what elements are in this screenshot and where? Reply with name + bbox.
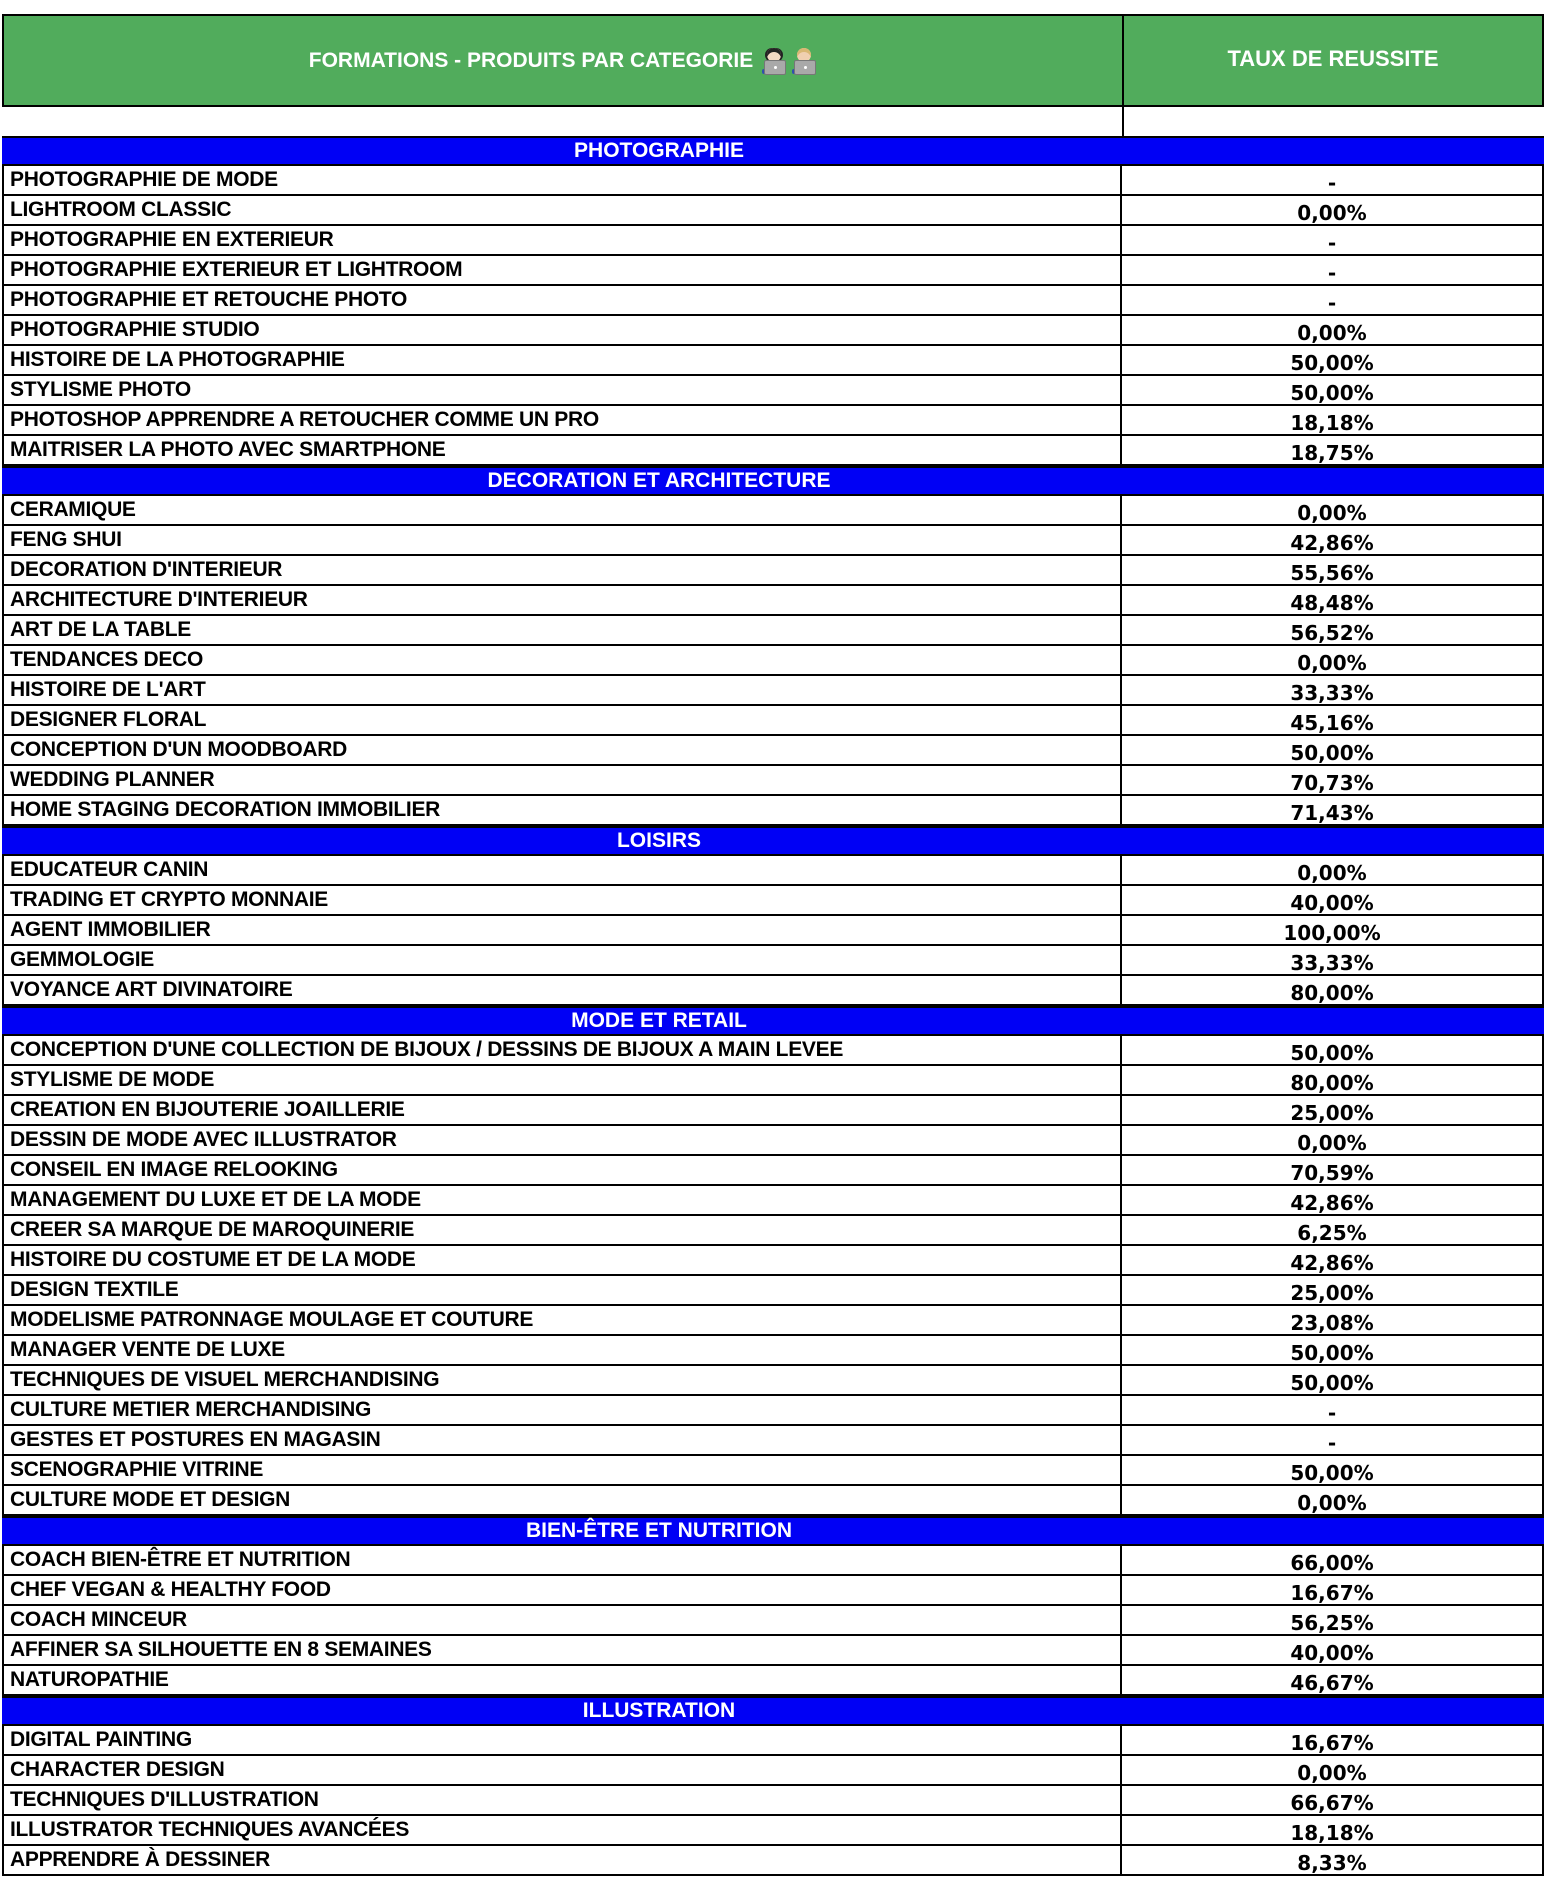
table-row [2,1396,1544,1426]
formation-name-cell[interactable]: FENG SHUI [4,526,1122,554]
table-row [2,766,1544,796]
formation-name-cell[interactable]: CERAMIQUE [4,496,1122,524]
header-cell-taux[interactable] [1124,16,1542,105]
success-rate-cell[interactable]: 18,18% [1290,1821,1374,1845]
formation-name-cell[interactable]: LIGHTROOM CLASSIC [4,196,1122,224]
success-rate-cell[interactable]: 50,00% [1290,351,1374,375]
formation-name-cell[interactable]: EDUCATEUR CANIN [4,856,1122,884]
formation-name-cell[interactable]: DESIGN TEXTILE [4,1276,1122,1304]
formation-name-cell[interactable]: CONCEPTION D'UN MOODBOARD [4,736,1122,764]
formation-name-cell[interactable]: AGENT IMMOBILIER [4,916,1122,944]
table-row [2,1576,1544,1606]
formation-name-cell[interactable]: DIGITAL PAINTING [4,1726,1122,1754]
success-rate-cell[interactable]: 50,00% [1290,1341,1374,1365]
formation-name-cell[interactable]: ARCHITECTURE D'INTERIEUR [4,586,1122,614]
success-rate-cell[interactable]: 25,00% [1290,1101,1374,1125]
woman-technologist-icon [761,47,787,75]
table-row [2,1276,1544,1306]
success-rate-cell[interactable]: 0,00% [1297,861,1367,885]
table-row [2,1126,1544,1156]
success-rate-cell[interactable]: 0,00% [1297,201,1367,225]
success-rate-cell[interactable]: 18,18% [1290,411,1374,435]
success-rate-cell[interactable]: 50,00% [1290,1461,1374,1485]
spreadsheet-table [2,14,1544,1876]
table-row [2,886,1544,916]
header-cell-formations[interactable] [4,16,1124,105]
success-rate-cell[interactable]: 42,86% [1290,1251,1374,1275]
success-rate-cell[interactable]: 18,75% [1290,441,1374,465]
formation-name-cell[interactable]: CONSEIL EN IMAGE RELOOKING [4,1156,1122,1184]
success-rate-cell[interactable]: 56,25% [1290,1611,1374,1635]
table-row [2,406,1544,436]
formation-name-cell[interactable]: MANAGEMENT DU LUXE ET DE LA MODE [4,1186,1122,1214]
table-row [2,1186,1544,1216]
table-row [2,1306,1544,1336]
table-row [2,1636,1544,1666]
formation-name-cell[interactable]: TRADING ET CRYPTO MONNAIE [4,886,1122,914]
formation-name-cell[interactable]: CULTURE MODE ET DESIGN [4,1486,1122,1514]
category-header[interactable]: MODE ET RETAIL [2,1006,1544,1036]
success-rate-cell[interactable]: 80,00% [1290,981,1374,1005]
success-rate-cell[interactable]: 0,00% [1297,1761,1367,1785]
table-row [2,436,1544,466]
table-row [2,676,1544,706]
table-row [2,286,1544,316]
table-header-row [2,14,1544,107]
success-rate-cell[interactable]: 56,52% [1290,621,1374,645]
formation-name-cell[interactable]: HISTOIRE DE LA PHOTOGRAPHIE [4,346,1122,374]
formation-name-cell[interactable]: CHARACTER DESIGN [4,1756,1122,1784]
table-row [2,496,1544,526]
success-rate-cell[interactable]: 42,86% [1290,1191,1374,1215]
success-rate-cell[interactable]: 42,86% [1290,531,1374,555]
table-row [2,946,1544,976]
success-rate-cell[interactable]: 33,33% [1290,951,1374,975]
table-row [2,1036,1544,1066]
man-technologist-icon [791,47,817,75]
success-rate-cell[interactable]: 70,59% [1290,1161,1374,1185]
table-row [2,256,1544,286]
success-rate-cell[interactable]: 71,43% [1290,801,1374,825]
success-rate-cell[interactable]: 100,00% [1283,921,1381,945]
empty-cell[interactable] [2,107,1122,136]
success-rate-cell[interactable]: 46,67% [1290,1671,1374,1695]
category-header[interactable]: ILLUSTRATION [2,1696,1544,1726]
success-rate-cell[interactable]: 70,73% [1290,771,1374,795]
table-row [2,346,1544,376]
success-rate-cell[interactable]: 66,00% [1290,1551,1374,1575]
success-rate-cell[interactable]: 0,00% [1297,321,1367,345]
formation-name-cell[interactable]: ILLUSTRATOR TECHNIQUES AVANCÉES [4,1816,1122,1844]
success-rate-cell[interactable]: 8,33% [1297,1851,1367,1875]
formation-name-cell[interactable]: CONCEPTION D'UNE COLLECTION DE BIJOUX / DESSINS DE BIJOUX A MAIN LEVEE [4,1036,1122,1064]
table-row [2,1846,1544,1876]
formation-name-cell[interactable]: DECORATION D'INTERIEUR [4,556,1122,584]
success-rate-cell[interactable]: 40,00% [1290,891,1374,915]
table-row [2,736,1544,766]
formation-name-cell[interactable]: CREATION EN BIJOUTERIE JOAILLERIE [4,1096,1122,1124]
table-row [2,1246,1544,1276]
table-body [2,136,1544,1876]
formation-name-cell[interactable]: PHOTOGRAPHIE EN EXTERIEUR [4,226,1122,254]
success-rate-cell[interactable]: 0,00% [1297,1131,1367,1155]
table-row [2,856,1544,886]
success-rate-cell[interactable]: - [1327,291,1337,315]
table-row [2,1156,1544,1186]
success-rate-cell[interactable]: - [1327,261,1337,285]
formation-name-cell[interactable]: NATUROPATHIE [4,1666,1122,1694]
success-rate-cell[interactable]: 0,00% [1297,1491,1367,1515]
empty-row [2,107,1544,136]
table-row [2,526,1544,556]
formation-name-cell[interactable]: CREER SA MARQUE DE MAROQUINERIE [4,1216,1122,1244]
success-rate-cell[interactable]: 33,33% [1290,681,1374,705]
formation-name-cell[interactable]: ART DE LA TABLE [4,616,1122,644]
success-rate-cell[interactable]: 55,56% [1290,561,1374,585]
formation-name-cell[interactable]: HISTOIRE DU COSTUME ET DE LA MODE [4,1246,1122,1274]
formation-name-cell[interactable]: APPRENDRE À DESSINER [4,1846,1122,1874]
success-rate-cell[interactable]: 45,16% [1290,711,1374,735]
table-row [2,556,1544,586]
table-row [2,586,1544,616]
formation-name-cell[interactable]: CHEF VEGAN & HEALTHY FOOD [4,1576,1122,1604]
table-row [2,976,1544,1006]
table-row [2,1096,1544,1126]
success-rate-cell[interactable]: 23,08% [1290,1311,1374,1335]
formation-name-cell[interactable]: HISTOIRE DE L'ART [4,676,1122,704]
table-row [2,1426,1544,1456]
formation-name-cell[interactable]: DESSIN DE MODE AVEC ILLUSTRATOR [4,1126,1122,1154]
formation-name-cell[interactable]: PHOTOGRAPHIE STUDIO [4,316,1122,344]
formation-name-cell[interactable]: PHOTOGRAPHIE DE MODE [4,166,1122,194]
table-row [2,166,1544,196]
formation-name-cell[interactable]: AFFINER SA SILHOUETTE EN 8 SEMAINES [4,1636,1122,1664]
table-row [2,796,1544,826]
formation-name-cell[interactable]: TENDANCES DECO [4,646,1122,674]
formation-name-cell[interactable]: MODELISME PATRONNAGE MOULAGE ET COUTURE [4,1306,1122,1334]
table-row [2,226,1544,256]
success-rate-cell[interactable]: 66,67% [1290,1791,1374,1815]
success-rate-cell[interactable]: - [1327,231,1337,255]
formation-name-cell[interactable]: CULTURE METIER MERCHANDISING [4,1396,1122,1424]
success-rate-cell[interactable]: 25,00% [1290,1281,1374,1305]
success-rate-cell[interactable]: 50,00% [1290,1041,1374,1065]
success-rate-cell[interactable]: 80,00% [1290,1071,1374,1095]
success-rate-cell[interactable]: 16,67% [1290,1581,1374,1605]
table-row [2,1666,1544,1696]
technologist-emojis [761,47,817,75]
table-row [2,1786,1544,1816]
formation-name-cell[interactable]: PHOTOGRAPHIE ET RETOUCHE PHOTO [4,286,1122,314]
formation-name-cell[interactable]: PHOTOSHOP APPRENDRE A RETOUCHER COMME UN PRO [4,406,1122,434]
success-rate-cell[interactable]: 50,00% [1290,381,1374,405]
success-rate-cell[interactable]: 48,48% [1290,591,1374,615]
table-row [2,646,1544,676]
table-row [2,1486,1544,1516]
category-header[interactable]: DECORATION ET ARCHITECTURE [2,466,1544,496]
success-rate-cell[interactable]: 16,67% [1290,1731,1374,1755]
formation-name-cell[interactable]: GESTES ET POSTURES EN MAGASIN [4,1426,1122,1454]
header-rate-label: TAUX DE REUSSITE [1227,45,1439,71]
success-rate-cell[interactable]: 6,25% [1297,1221,1367,1245]
formation-name-cell[interactable]: HOME STAGING DECORATION IMMOBILIER [4,796,1122,824]
table-row [2,916,1544,946]
success-rate-cell[interactable]: - [1327,1431,1337,1455]
table-row [2,1066,1544,1096]
table-row [2,1726,1544,1756]
formation-name-cell[interactable]: MANAGER VENTE DE LUXE [4,1336,1122,1364]
table-row [2,1456,1544,1486]
formation-name-cell[interactable]: COACH MINCEUR [4,1606,1122,1634]
formation-name-cell[interactable]: STYLISME DE MODE [4,1066,1122,1094]
success-rate-cell[interactable]: 50,00% [1290,1371,1374,1395]
table-row [2,1606,1544,1636]
success-rate-cell[interactable]: 0,00% [1297,651,1367,675]
table-row [2,1756,1544,1786]
formation-name-cell[interactable]: TECHNIQUES D'ILLUSTRATION [4,1786,1122,1814]
formation-name-cell[interactable]: DESIGNER FLORAL [4,706,1122,734]
table-row [2,1216,1544,1246]
category-header[interactable]: BIEN-ÊTRE ET NUTRITION [2,1516,1544,1546]
category-header[interactable]: PHOTOGRAPHIE [2,136,1544,166]
formation-name-cell[interactable]: COACH BIEN-ÊTRE ET NUTRITION [4,1546,1122,1574]
formation-name-cell[interactable]: MAITRISER LA PHOTO AVEC SMARTPHONE [4,436,1122,464]
table-row [2,706,1544,736]
success-rate-cell[interactable]: 50,00% [1290,741,1374,765]
table-row [2,1546,1544,1576]
table-row [2,316,1544,346]
success-rate-cell[interactable]: 40,00% [1290,1641,1374,1665]
table-row [2,196,1544,226]
table-row [2,616,1544,646]
formation-name-cell[interactable]: VOYANCE ART DIVINATOIRE [4,976,1122,1004]
table-row [2,1816,1544,1846]
table-row [2,1336,1544,1366]
formation-name-cell[interactable]: WEDDING PLANNER [4,766,1122,794]
formation-name-cell[interactable]: GEMMOLOGIE [4,946,1122,974]
success-rate-cell[interactable]: - [1327,171,1337,195]
empty-cell[interactable] [1122,107,1544,136]
formation-name-cell[interactable]: PHOTOGRAPHIE EXTERIEUR ET LIGHTROOM [4,256,1122,284]
category-header[interactable]: LOISIRS [2,826,1544,856]
formation-name-cell[interactable]: SCENOGRAPHIE VITRINE [4,1456,1122,1484]
formation-name-cell[interactable]: TECHNIQUES DE VISUEL MERCHANDISING [4,1366,1122,1394]
table-row [2,376,1544,406]
formation-name-cell[interactable]: STYLISME PHOTO [4,376,1122,404]
success-rate-cell[interactable]: 0,00% [1297,501,1367,525]
table-row [2,1366,1544,1396]
header-title: FORMATIONS - PRODUITS PAR CATEGORIE [308,48,754,72]
success-rate-cell[interactable]: - [1327,1401,1337,1425]
